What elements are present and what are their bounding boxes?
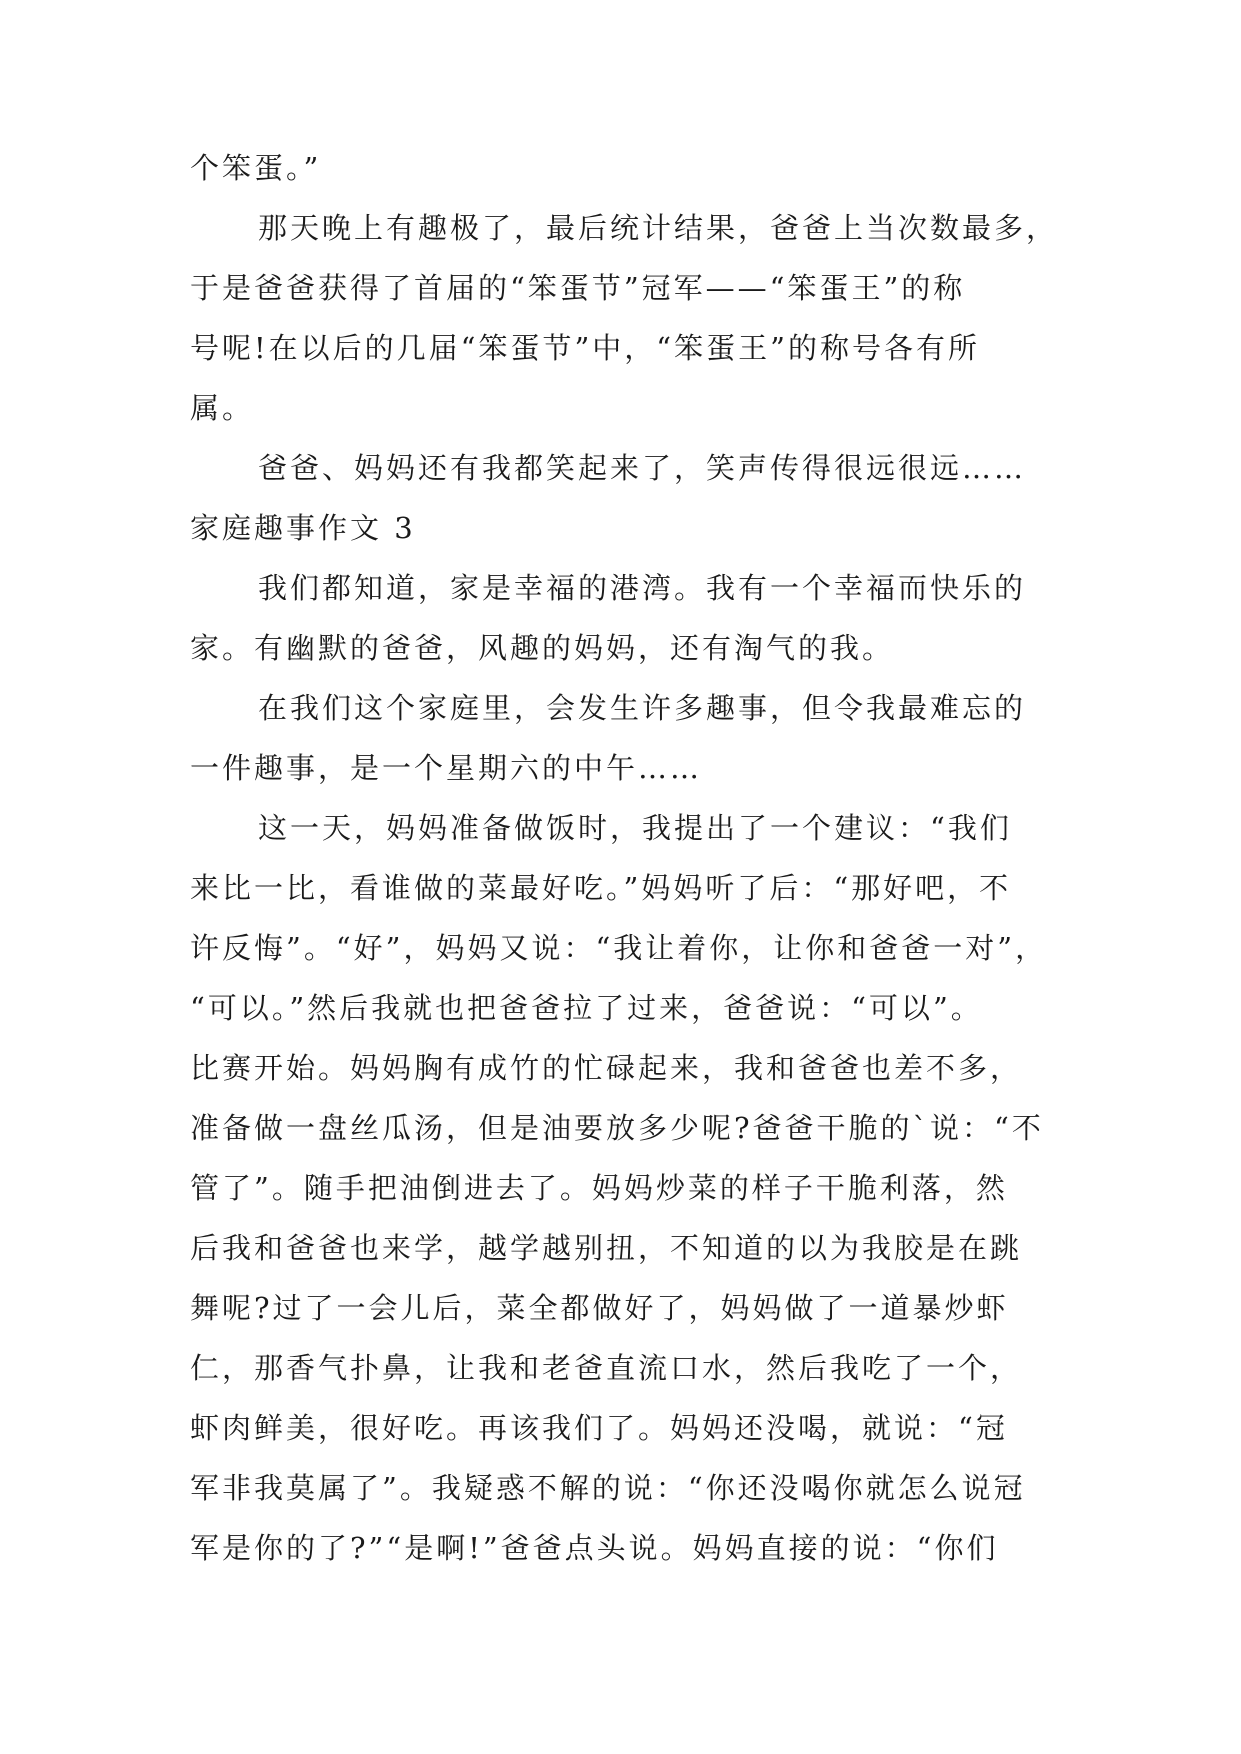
- text-line: 于是爸爸获得了首届的“笨蛋节”冠军——“笨蛋王”的称: [190, 271, 966, 305]
- text-line: 来比一比，看谁做的菜最好吃。”妈妈听了后：“那好吧，不: [190, 871, 1012, 905]
- text-line: 比赛开始。妈妈胸有成竹的忙碌起来，我和爸爸也差不多，: [190, 1051, 1023, 1085]
- text-line: 虾肉鲜美，很好吃。再该我们了。妈妈还没喝，就说：“冠: [190, 1411, 1008, 1445]
- text-line: 准备做一盘丝瓜汤，但是油要放多少呢?爸爸干脆的`说：“不: [190, 1111, 1044, 1145]
- text-line: 在我们这个家庭里，会发生许多趣事，但令我最难忘的: [258, 691, 1027, 725]
- text-line: 个笨蛋。”: [190, 151, 322, 185]
- section-heading: 家庭趣事作文 3: [190, 511, 416, 545]
- text-line: “可以。”然后我就也把爸爸拉了过来，爸爸说：“可以”。: [190, 991, 983, 1025]
- text-line: 许反悔”。“好”，妈妈又说：“我让着你，让你和爸爸一对”，: [190, 931, 1048, 965]
- text-line: 我们都知道，家是幸福的港湾。我有一个幸福而快乐的: [258, 571, 1027, 605]
- text-line: 管了”。随手把油倒进去了。妈妈炒菜的样子干脆利落，然: [190, 1171, 1008, 1205]
- text-line: 舞呢?过了一会儿后，菜全都做好了，妈妈做了一道暴炒虾: [190, 1291, 1009, 1325]
- text-line: 属。: [190, 391, 255, 425]
- text-line: 那天晚上有趣极了，最后统计结果，爸爸上当次数最多，: [258, 211, 1059, 245]
- text-line: 一件趣事，是一个星期六的中午……: [190, 751, 703, 785]
- text-line: 军非我莫属了”。我疑惑不解的说：“你还没喝你就怎么说冠: [190, 1471, 1026, 1505]
- text-line: 仁，那香气扑鼻，让我和老爸直流口水，然后我吃了一个，: [190, 1351, 1023, 1385]
- document-body: [190, 138, 1090, 1578]
- text-line: 号呢!在以后的几届“笨蛋节”中，“笨蛋王”的称号各有所: [190, 331, 980, 365]
- text-line: 军是你的了?”“是啊!”爸爸点头说。妈妈直接的说：“你们: [190, 1531, 999, 1565]
- text-line: 家。有幽默的爸爸，风趣的妈妈，还有淘气的我。: [190, 631, 895, 665]
- text-line: 后我和爸爸也来学，越学越别扭，不知道的以为我胶是在跳: [190, 1231, 1023, 1265]
- text-line: 爸爸、妈妈还有我都笑起来了，笑声传得很远很远……: [258, 451, 1027, 485]
- text-line: 这一天，妈妈准备做饭时，我提出了一个建议：“我们: [258, 811, 1012, 845]
